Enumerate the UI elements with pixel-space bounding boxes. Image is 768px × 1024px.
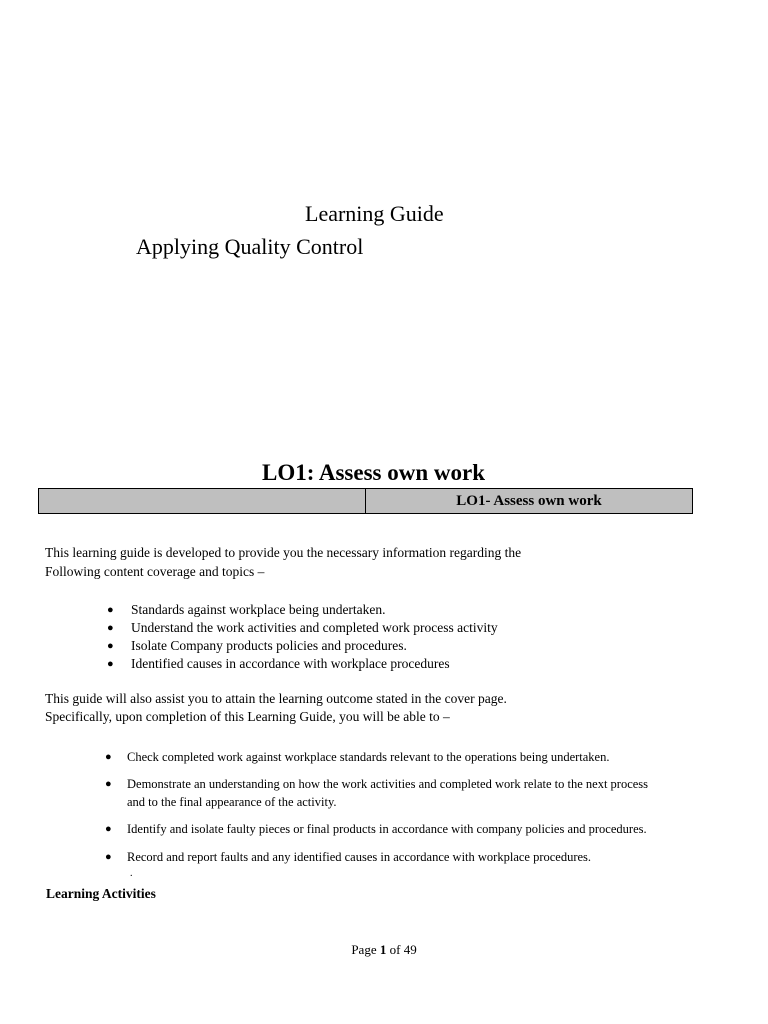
intro-line-2: Following content coverage and topics – [45, 564, 265, 579]
outcomes-list [105, 748, 610, 766]
outcome-intro-line-2: Specifically, upon completion of this Learning Guide, you will be able to – [45, 709, 450, 724]
bullet-icon: ● [105, 751, 112, 763]
outcomes-list [105, 848, 592, 866]
bullet-icon: ● [107, 604, 114, 616]
learning-outcome-table [38, 488, 693, 514]
current-page-number: 1 [379, 942, 387, 957]
bullet-icon: ● [105, 778, 112, 790]
learning-activities-heading: Learning Activities [46, 886, 156, 901]
stray-mark: . [130, 868, 133, 879]
list-item: ● Record and report faults and any identified causes in accordance with workplace procedures. [105, 850, 592, 864]
list-item: ● Identified causes in accordance with workplace procedures [107, 656, 450, 671]
total-pages: 49 [403, 942, 417, 957]
bullet-icon: ● [107, 622, 114, 634]
learning-outcome-heading: LO1: Assess own work [262, 460, 486, 485]
bullet-icon: ● [105, 823, 112, 835]
list-item: ● Demonstrate an understanding on how the work activities and completed work relate to the next process and to the final appearance of the activity. [105, 777, 649, 809]
list-item: ● Understand the work activities and completed work process activity [107, 620, 498, 635]
page-footer: Page 1 of 49 [351, 942, 417, 957]
bullet-icon: ● [105, 851, 112, 863]
table-cell-empty [39, 489, 366, 513]
list-item: ● Standards against workplace being undertaken. [107, 602, 386, 617]
list-item: ● Check completed work against workplace standards relevant to the operations being undertaken. [105, 750, 610, 764]
outcomes-list [105, 775, 649, 811]
bullet-icon: ● [107, 658, 114, 670]
bullet-icon: ● [107, 640, 114, 652]
list-item: ● Identify and isolate faulty pieces or final products in accordance with company policies and procedures. [105, 822, 647, 836]
intro-line-1: This learning guide is developed to provide you the necessary information regarding the [45, 545, 522, 560]
outcome-intro-line-1: This guide will also assist you to attain the learning outcome stated in the cover page. [45, 691, 507, 706]
topics-list [107, 601, 498, 673]
list-item: ● Isolate Company products policies and procedures. [107, 638, 407, 653]
document-subtitle: Applying Quality Control [136, 234, 364, 259]
outcomes-list [105, 820, 647, 838]
table-cell-outcome: LO1- Assess own work [456, 493, 602, 509]
document-title: Learning Guide [305, 201, 444, 226]
